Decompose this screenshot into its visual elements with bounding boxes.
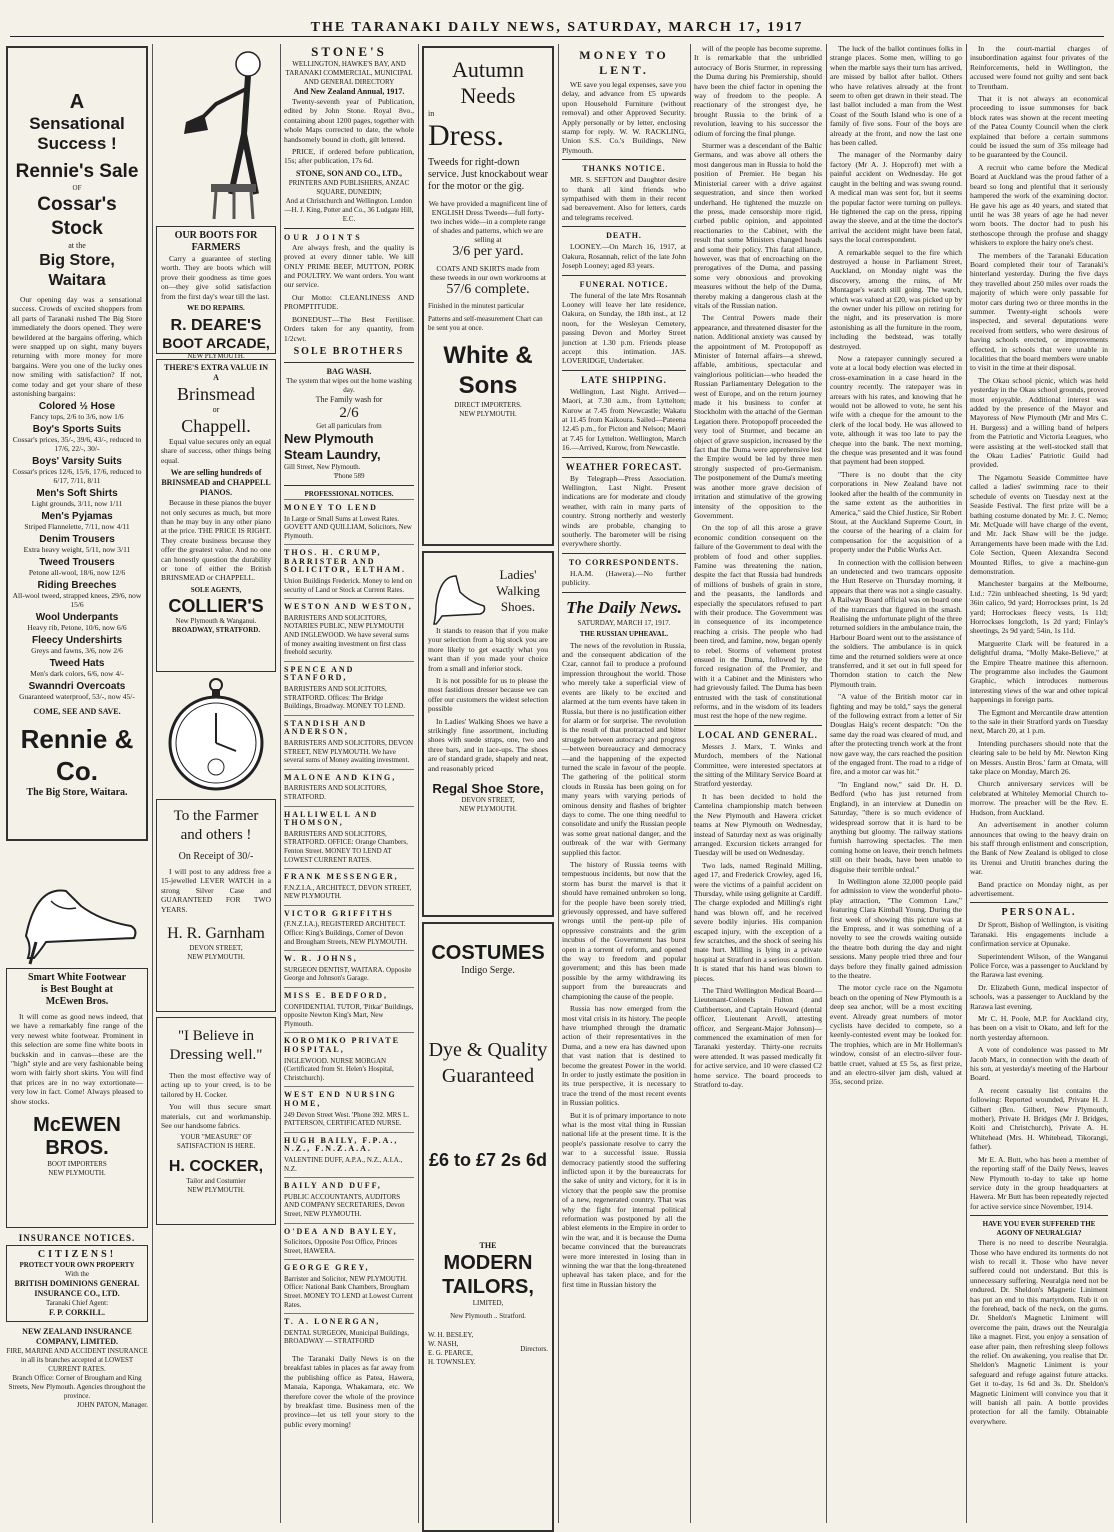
mcewen-logo: McEWEN BROS. <box>33 1114 121 1160</box>
rennie-footer: The Big Store, Waitara. <box>26 787 128 799</box>
rennie-item-desc: Light grounds, 3/11, now 1/11 <box>31 499 123 509</box>
colliers-selling: We are selling hundreds of BRINSMEAD and CHAPPELL PIANOS. <box>161 468 271 498</box>
professional-entry <box>284 1177 414 1222</box>
insurance-company: BRITISH DOMINIONS GENERAL INSURANCE CO., LTD. <box>14 1279 140 1298</box>
col7-c: A remarkable sequel to the fire which destroyed a house in Parliament Street, Auckland, on Monday night was the discovery, among the ruins, of Mr Montague's watch still going. The watch, which was valued at £20, was picked up by the owner under his pillow on retiring for the night, and its preservation is more astonishing as all the furniture in the room, including the bedstead, was totally destroyed. <box>830 247 962 351</box>
modern-directors-list <box>428 1331 520 1367</box>
rennie-item-name: Tweed Trousers <box>39 557 115 569</box>
ladies-shoe-icon <box>6 846 146 966</box>
col8-c: A recruit who came before the Medical Board at Auckland was the proud father of a beard so long and plentiful that it seriously hampered the work of the examining doctor. He gave his age as 40 years, and stated that until he was 38 years of age he had never worn boots. The doctor had to push his stethoscope through the profuse and shaggy whiskers to explore the hairy one's chest. <box>970 162 1108 248</box>
col8-j: Intending purchasers should note that the clearing sale to be held by Mr. Newton King on Messrs. Austin Bros.' farm at Omata, will take place on Monday, March 26. <box>970 738 1108 777</box>
insurance-citizens: CITIZENS! <box>37 1249 117 1260</box>
modern-name: MODERN TAILORS, <box>442 1252 534 1298</box>
professional-entry-name: WESTON AND WESTON, <box>284 602 413 612</box>
professional-entry-text: CONFIDENTIAL TUTOR, 'Pitkar' Buildings, opposite Newton King's Mart, New Plymouth. <box>284 1002 414 1028</box>
professional-entry-text: INGLEWOOD. NURSE MORGAN (Certificated from St. Helen's Hospital, Christchurch). <box>284 1056 394 1082</box>
professional-entry <box>284 1313 414 1350</box>
col7-b: The manager of the Normanby dairy factory (Mr A. J. Hopcroft) met with a painful accident on Wednesday. He got caught in the belting and was swung round. A medical man was sent for, but it seems the popular factor were turning on pulleys. He tightened the cap on the press, ripping away the sleeve, and at the time the doctor's arrival the accident might have been fatal, says the local correspondent. <box>830 150 962 245</box>
modern-price: £6 to £7 2s 6d <box>428 1150 548 1170</box>
column-rule <box>966 44 967 1523</box>
modern-directors-label: Directors. <box>520 1344 548 1353</box>
professional-entry-text: DENTAL SURGEON, Municipal Buildings, BROADWAY — STRATFORD <box>284 1328 409 1346</box>
professional-entry-text: BARRISTERS AND SOLICITORS, DEVON STREET, NEW PLYMOUTH. We have several sums of Money awaiting investment. <box>284 738 413 765</box>
column-rule <box>826 44 827 1523</box>
masthead-title: THE TARANAKI DAILY NEWS, SATURDAY, MARCH 17, 1917 <box>310 20 804 35</box>
colliers-or: or <box>212 405 220 414</box>
laundry-advert <box>284 367 414 481</box>
column-5 <box>562 44 686 1523</box>
deare-logo2: BOOT ARCADE, <box>162 335 270 352</box>
professional-entry-text: Union Buildings Frederick. Money to lend on security of Land or Stock at Current Rates. <box>284 577 413 594</box>
mcewen-body: It will come as good news indeed, that we have a remarkably fine range of the very newest white footwear. Prominent in this selection are some fine white boots in buckskin and in canvas—these are the "high" style and are very fashionable being worn with fairly short skirts. You will find that prices are in no way extortionate—very low in fact. Come! Always pleased to show stocks. <box>11 1012 143 1106</box>
personal-head: PERSONAL. <box>1001 907 1077 919</box>
white-imp: DIRECT IMPORTERS. <box>454 401 522 409</box>
col6-c: The Central Powers made their appearance, and threatened disaster for the nation. Additional anxiety was caused by the appointment of M. Protopopoff as Minister of Internal affairs—a shrewd, affable, ambitious, spectacular and vainglorious politician—who headed the Russian Parliamentary Delegation to the west of Europe, and on the return journey made it his business to confer at Stockholm with the attaché of the German Legation there. Protopopoff proceeded the very tool of Sturmer, and became an object of grave suspicion, increased by the fact that the Duma were apprehensive lest the Empire would be led by three men strongly suspected of pro-Germanism. The postponement of the Duma's meeting was another more grave decision of irritation and stimulative of the growing intensity of the opposition to the Government. <box>694 313 822 520</box>
laundry-body: The system that wipes out the home washing day. <box>286 376 412 394</box>
colliers-body1: Equal value secures only an equal share of success, other things being equal. <box>161 437 271 465</box>
colliers-agents: SOLE AGENTS, <box>190 585 242 594</box>
rennie-item-name: Tweed Hats <box>49 658 105 670</box>
col8-a: In the court-martial charges of insubordination against four privates of the Reinforcements, held in Wellington, the accused were found not guilty and sent back to Trentham. <box>970 44 1108 91</box>
white-price2: 57/6 complete. <box>446 282 530 297</box>
professional-entry-text: BARRISTERS AND SOLICITORS, STRATFORD. <box>284 784 387 801</box>
personal-b: Superintendent Wilson, of the Wanganui Police Force, was a passenger to Auckland by the Rarawa last evening. <box>970 951 1108 980</box>
rennie-item-desc: Cossar's prices 12/6, 15/6, 17/6, reduced to 6/17, 7/11, 8/11 <box>12 467 142 486</box>
rennie-items <box>12 401 142 701</box>
rennie-item-name: Men's Soft Shirts <box>36 488 118 500</box>
col8-m: Band practice on Monday night, as per advertisement. <box>970 879 1108 898</box>
deare-logo1: R. DEARE'S <box>170 317 262 335</box>
laundry-phone: 'Phone 589 <box>333 471 365 480</box>
walking-shoe-icon <box>428 556 488 626</box>
cocker-body1: Then the most effective way of acting up to your creed, is to be tailored by H. Cocker. <box>161 1071 271 1099</box>
professional-entry-name: GEORGE GREY, <box>284 1263 370 1273</box>
insurance-protect: PROTECT YOUR OWN PROPERTY <box>19 1261 135 1269</box>
professional-entry-name: STANDISH AND ANDERSON, <box>284 718 368 737</box>
rennie-item-name: Swanndri Overcoats <box>28 681 126 693</box>
col7-j: The motor cycle race on the Ngamotu beach on the opening of New Plymouth is a deep sea anchor, will be a most exciting event. Already great numbers of motor cyclists have decided to compete, so a keenly-contested event may be looked for. The trophies, which are in Mr Hollerman's window, consist of an electro-silver four-battle cruet, valued at £5 5s, as first prize, and an electro-silver jam dish, valued at 35s, second prize. <box>830 983 962 1087</box>
mcewen-foot1: BOOT IMPORTERS <box>47 1160 107 1169</box>
stones-firm: STONE, SON AND CO., LTD., <box>295 168 403 178</box>
mcewen-head3: McEwen Bros. <box>45 996 109 1007</box>
daily-news-notice: The Taranaki Daily News is on the breakfast tables in places as far away from the publishing office as Patea, Hawera, Manaia, Kaponga, Whakamara, etc. We therefore cover the whole of the province by breakfast time. Business men of the province—let us tell your story to the public every morning! <box>284 1354 414 1429</box>
col8-d: The members of the Taranaki Education Board completed their tour of Taranaki's hinterland yesterday. During the five days they travelled about 250 miles over roads the majority of which were only passable for motor cars during two or three months in the summer. Twenty-eight schools were inspected, and several deputations were received from settlers, who were desirous of having schools erected, or improvements effected, in schools that were unable in localities that the board members were unable to visit in the time at their disposal. <box>970 250 1108 373</box>
funeral-body: The funeral of the late Mrs Rosannah Looney will leave her late residence, Oakura, on Sunday, the 18th inst., at 12 noon, for the Wesleyan Cemetery, passing Devon and Morley Street junction at 1.30 p.m. Friends please accept this intimation. JAS. LOVERIDGE, Undertaker. <box>562 290 686 366</box>
local-head: LOCAL AND GENERAL. <box>698 729 818 740</box>
rennie-item-desc: Greys and fawns, 3/6, now 2/6 <box>31 646 123 656</box>
white-dress: Dress. <box>428 119 504 152</box>
weather-head: WEATHER FORECAST. <box>565 461 683 472</box>
garnham-town: NEW PLYMOUTH. <box>187 953 245 962</box>
regal-name: Regal Shoe Store, <box>432 781 544 797</box>
professional-entry-text: SURGEON DENTIST, WAITARA. Opposite George and Johnson's Garage. <box>284 965 412 983</box>
garnham-name: H. R. Garnham <box>167 925 265 943</box>
laundry-family: The Family wash for <box>315 394 383 404</box>
col7-a: The luck of the ballot continues folks in strange places. Some men, willing to go when the marble says their turn has arrived, are missed by ballot after ballot. Others who have relatives already at the front seem to often get drawn in their stead. The last ballot included a man from the West Coast of the South Island who is one of a family of five sons. Four of the boys are already at the front, and now the last one has been called. <box>830 44 962 148</box>
insurance-agent: F. P. CORKILL. <box>48 1308 106 1317</box>
garnham-street: DEVON STREET, <box>189 944 243 953</box>
column-3 <box>284 44 414 1523</box>
col8-e: The Okau school picnic, which was held yesterday in the Okau school grounds, proved most enjoyable. Additional interest was added by the presence of the Mayor and Mayoress of New Plymouth (Mr and Mrs C. H. Burgess) and a willing band of helpers from the Patriotic and Victoria Leagues, who were assisting at the well-stocked stall that the Okau Ladies' Patriotic Guild had provided. <box>970 375 1108 470</box>
cocker-name: H. COCKER, <box>168 1158 264 1176</box>
regal-town: NEW PLYMOUTH. <box>459 805 517 814</box>
col8-l: An advertisement in another column announces that owing to the heavy drain on his staff through enlistment and conscription, the Bank of New Zealand is obliged to close its Urenui and Urutiti branches during the war. <box>970 820 1108 877</box>
funeral-head: FUNERAL NOTICE. <box>579 279 669 289</box>
deare-town: NEW PLYMOUTH. <box>187 352 245 361</box>
regal-body3: In Ladies' Walking Shoes we have a strikingly fine assortment, including shoes with suede straps, one, two and three bars, and in lace-ups. The shoes are of standard grade, shapely and neat, and reasonably priced <box>428 716 548 773</box>
regal-body1: It stands to reason that if you make your selection from a big stock you are more likely to get exactly what you want than if you made your choice from a small and inferior stock. <box>428 626 548 673</box>
death-body: LOONEY.—On March 16, 1917, at Oakura, Rosannah, relict of the late John Joseph Looney; aged 83 years. <box>562 242 686 271</box>
professional-entry <box>284 769 414 806</box>
local-b: It has been decided to hold the Cantelina championship match between the New Plymouth and Hawera cricket teams at New Plymouth on Wednesday, instead of Saturday next as was originally arranged. Excursion tickets arranged for Tuesday will be used on Wednesday. <box>694 791 822 858</box>
regal-shoe-advert <box>422 551 554 917</box>
rennie-item-desc: Extra heavy weight, 5/11, now 3/11 <box>23 545 131 555</box>
colliers-logo: COLLIER'S <box>168 595 264 616</box>
stones-price: PRICE, if ordered before publication, 15s; after publication, 17s 6d. <box>284 147 414 166</box>
rennie-sale: Rennie's Sale <box>15 161 139 182</box>
colliers-chappell: Chappell. <box>181 416 251 436</box>
rennie-item-name: Boys' Varsity Suits <box>32 456 122 468</box>
leader-d: But it is of primary importance to note what is the most vital thing in Russian national life at the present time. It is the people's passionate resolve to carry the war to a successful issue. Russia democracy patiently stood the suffering inflicted upon it by the bureaucrats for the sake of unity and victory, for it is in victory that the people saw the promise of a new, regenerated country. That was why the fight for internal political reformation was postponed by all the ablest elements in the Empire in order to win the war, and it is because the Duma became convinced that the bureaucrats were more interested in losing than in winning the war that the long-threatened upheaval has taken place, and for the first time in Russian history the <box>562 1110 686 1289</box>
professional-entry-text: BARRISTERS AND SOLICITORS, NOTARIES PUBLIC, NEW PLYMOUTH AND INGLEWOOD. We have several sums of money awaiting investment on first class freehold security. <box>284 613 409 657</box>
rennie-item-name: Denim Trousers <box>39 534 115 546</box>
rennie-item-name: Fleecy Undershirts <box>31 635 123 647</box>
director-name: W. NASH, <box>428 1340 459 1348</box>
professional-entry-name: VICTOR GRIFFITHS <box>284 908 394 918</box>
professional-entry-name: HALLIWELL AND THOMSON, <box>284 809 379 828</box>
rennie-item-desc: Heavy rib, Petone, 10/6, now 6/6 <box>27 623 127 633</box>
director-name: H. TOWNSLEY. <box>428 1358 476 1366</box>
local-c: Two lads, named Reginald Milling, aged 17, and Frederick Crowley, aged 16, were the victims of a painful accident on Thursday, while using gelignite at Cardiff. The charge exploded and Milling's right hand was blown off, and he received severe bodily injuries. His companion escaped injury, with the exception of a few scratches, and the shock of seeing his mate hurt. Milling is lying in a private hospital at Stratford in a serious condition. It is stated that his hand was blown to pieces. <box>694 860 822 983</box>
professional-list <box>284 499 414 1350</box>
rennie-item-desc: Men's dark colors, 6/6, now 4/- <box>30 669 124 679</box>
col8-f: The Ngamotu Seaside Committee have called a ladies' swimming race to their schedule of events on Tuesday next at the Seaside Festival. The first prize will be a bathing costume donated by Mr. J. C. Nemo; Mr. McQuade will have charge of the event, and Mr. Jack Shaw will be the judge. Arrangements have been made with the Ltd. Cole Section, Queen Alexandra Second Mounted Rifles, to give a machine-gun demonstration. <box>970 472 1108 576</box>
modern-the: THE <box>479 1241 497 1250</box>
white-body3: COATS AND SKIRTS made from these tweeds in our own workrooms at <box>430 264 546 282</box>
stones-directory <box>284 44 414 224</box>
mcewen-advert <box>6 968 148 1228</box>
col7-e: "There is no doubt that the city corporations in New Zealand have not looked after the health of the community in the same extent as the authorities in America," said the Chief Justice, Sir Robert Stout, at the Auckland Supreme Court, in the course of the hearing of a claim for compensation for the acquisition of a property under the Public Works Act. <box>830 469 962 555</box>
nz-branch: Branch Office: Corner of Brougham and King Streets, New Plymouth. Agencies throughout the province. <box>8 1374 146 1400</box>
nz-insurance: NEW ZEALAND INSURANCE COMPANY, LIMITED. <box>22 1327 132 1346</box>
professional-title: PROFESSIONAL NOTICES. <box>304 489 394 498</box>
professional-entry <box>284 1223 414 1260</box>
professional-entry <box>284 868 414 905</box>
rennie-item-desc: Cossar's prices, 35/-, 39/6, 43/-, reduced to 17/6, 22/-, 30/- <box>12 435 142 454</box>
colliers-advert <box>156 359 276 672</box>
col8-k: Church anniversary services will be celebrated at Whiteley Memorial Church to-morrow. The preacher will be the Rev. E. Hudson, from Auckland. <box>970 779 1108 817</box>
professional-entry-text: PUBLIC ACCOUNTANTS, AUDITORS AND COMPANY SECRETARIES, Devon Street, NEW PLYMOUTH. <box>284 1192 405 1218</box>
thanks-head: THANKS NOTICE. <box>582 164 666 174</box>
death-head: DEATH. <box>606 231 642 241</box>
rennie-of: OF <box>72 184 82 192</box>
neuralgia-head: HAVE YOU EVER SUFFERED THE AGONY OF NEURALGIA? <box>982 1220 1096 1238</box>
col8-g: Manchester bargains at the Melbourne, Ltd.: 72in unbleached sheeting, 1s 9d yard; 36in calico, 9d yard; Horrockses print, 1s 2d yard; Horrockses fleecy vests, 1s 11d; Horrockses longcloth, 1s 2d yard; Finlay's sheetings, 2s 9d yard; 54in, 1s 11d. <box>970 579 1108 636</box>
money-body: WE save you legal expenses, save you delay, and advance from £5 upwards upon Household Furniture (without removal) and other Approved Security. Apply personally or by letter, enclosing stamp for reply. W. W. RACKLING, Union S.S. Co.'s Buildings, New Plymouth. <box>562 80 686 155</box>
local-d: The Third Wellington Medical Board—Lieutenant-Colonels Fulton and Cuthbertson, and Captain Howard (dental officer, Lieutenant Arvell, attesting officer, and Sergeant-Major Johnson)—commenced the examination of men for Taranaki yesterday. Thirty-one recruits were attended. It was passed medically fit for active service, and 10 were classed C2 home service. The board proceeds to Stratford to-day. <box>694 986 822 1090</box>
professional-entry-text: 249 Devon Street West. 'Phone 392. MRS L. PATTERSON, CERTIFICATED NURSE. <box>284 1110 410 1128</box>
modern-tailors-advert <box>422 922 554 1532</box>
professional-entry-text: F.N.Z.I.A., ARCHITECT, DEVON STREET, NEW PLYMOUTH. <box>284 883 412 901</box>
professional-entry-name: W. R. JOHNS, <box>284 954 358 964</box>
colliers-brinsmead: Brinsmead <box>177 384 255 404</box>
sole-brothers-advert <box>284 233 414 358</box>
laundry-particulars: Get all particulars from <box>316 421 382 430</box>
col6-b: Sturmer was a descendant of the Baltic Germans, and was above all others the most dangerous man in Russia to hold the position of Premier. He began his Ministerial career with a drive against sequestration, and since then worked underhand. He tightened the muzzle on the press, made censorship more rigid, curbed public opinion, and appointed reactionaries to the Cabinet, with the result that some Ministers changed heads and some their policy. This fatal alliance, however, was that of encroaching on the prerogatives of the Duma, and passing some very obnoxious and provoking measures without the help of the Duma, thereby making a dangerous clash at the vitals of the Russian nation. <box>694 141 822 310</box>
col8-i: The Egmont and Mercantile draw attention to the sale in their Stratford yards on Tuesday next, March 20, at 1 p.m. <box>970 707 1108 736</box>
director-name: E. G. PEARCE, <box>428 1349 473 1357</box>
rennie-logo: Rennie & Co. <box>20 724 134 787</box>
cocker-trade: Tailor and Costumier <box>186 1177 246 1186</box>
cocker-head: "I Believe in Dressing well." <box>169 1028 263 1063</box>
colliers-addr: BROADWAY, STRATFORD. <box>171 625 261 634</box>
stones-firm3: And at Christchurch and Wellington. London—H. J. King, Potter and Co., 36 Ludgate Hill, E.C. <box>284 196 414 223</box>
shipping-body: Wellington, Last Night. Arrived—Maori, at 7.30 a.m., from Lyttelton; Kurow at 7.45 from Newcastle; Wakatu at 11.45 from Kaikoura. Sailed—Pateena 12.45 p.m., for Picton and Nelson; Maori at 7.45 for Lyttelton. Wellington, March 16.—Arrived, Kurow, from Newcastle. <box>562 386 686 453</box>
cocker-measure: YOUR "MEASURE" OF SATISFACTION IS HERE. <box>176 1133 256 1151</box>
professional-entry-text: In Large or Small Sums at Lowest Rates. GOVETT AND QUILLIAM, Solicitors, New Plymouth. <box>284 514 412 540</box>
stones-title: STONE'S <box>311 44 387 59</box>
column-rule <box>690 44 691 1523</box>
professional-entry-name: FRANK MESSENGER, <box>284 872 399 882</box>
professional-entry <box>284 1259 414 1313</box>
personal-f: A recent casualty list contains the following: Reported wounded, Private H. J. Gilbert (Bro. Gilbert, New Plymouth, mother), Private H. Bridges (Mr J. Bridges, Koiti and Christchurch), Private A. H. Whitehead (Mrs. H. Whitehead, Tikorangi, father). <box>970 1085 1108 1152</box>
professional-entry-text: BARRISTERS AND SOLICITORS, STRATFORD. OFFICE: Orange Chambers, Fenton Street. MONEY TO LEND AT LOWEST CURRENT RATES. <box>284 829 408 864</box>
professional-entry-text: Barrister and Solicitor, NEW PLYMOUTH. Office: National Bank Chambers, Brougham Street. MONEY TO LEND at Lowest Current Rates. <box>284 1274 413 1309</box>
professional-entry-text: VALENTINE DUFF, A.P.A., N.Z., A.I.A., N.Z. <box>284 1155 403 1173</box>
col7-f: In connection with the collision between an undetected and two tramcars opposite the Hutt Reserve on Thursday morning, it appears that there was not a single casualty. A Railway Board official was on board one of the tramcars that figured in the smash. Realising the unfortunate plight of the three returned soldiers in the ambulance train, the Harbour Board went out to the assistance of the soldiers. The ambulance is in quick time and the returned soldiers were at once transferred, and it set out in full speed for Thorndon station to catch the New Plymouth train. <box>830 557 962 689</box>
professional-entry <box>284 987 414 1032</box>
professional-entry-name: MALONE AND KING, <box>284 772 397 782</box>
laundry-price: 2/6 <box>339 404 359 421</box>
director-name: W. H. BESLEY, <box>428 1331 474 1339</box>
neuralgia-body: There is no need to describe Neuralgia. Those who have endured its torments do not wish to recall it. Those who have never suffered could not understand. But this is unnecessary suffering. Neuralgia need not be endured. Dr. Sheldon's Magnetic Liniment has put an end to this martyrdom. Rub it on the forehead, back of the neck, on the gums. Dr. Sheldon's Magnetic Liniment will overcome the pain, draws out the Neuralgia like a magnet. First, you enjoy a sensation of ease after pain, then refreshing sleep follows the relief. On awakening, you realise that Dr. Sheldon's Magnetic Liniment is your safeguard and refuge against future attacks. Get it to-day, 1s 6d and 3s. Dr. Sheldon's Magnetic Liniment will convince you that it will banish all pain. A bottle provides protection for all the family. Obtainable everywhere. <box>970 1238 1108 1426</box>
leader-date: SATURDAY, MARCH 17, 1917. <box>577 618 671 627</box>
man-with-boot-icon <box>156 44 276 224</box>
local-a: Messrs J. Marx, T. Winks and Murdoch, members of the National Committee, were interested spectators at the sitting of the Military Service Board at Stratford yesterday. <box>694 741 822 789</box>
rennie-success: Success ! <box>37 134 117 153</box>
stones-sub: WELLINGTON, HAWKE'S BAY, AND TARANAKI COMMERCIAL, MUNICIPAL AND GENERAL DIRECTORY <box>285 60 413 86</box>
thanks-body: MR. S. SEFTON and Daughter desire to thank all kind friends who sympathised with them in their recent sad bereavement. Also for letters, cards and telegrams received. <box>562 175 686 222</box>
professional-entry-name: BAILY AND DUFF, <box>284 1181 382 1191</box>
sole-bonedust: BONEDUST—The Best Fertiliser. Orders taken for any quantity, from 1/2cwt. <box>284 314 414 343</box>
column-1 <box>6 44 148 1523</box>
sole-joints: OUR JOINTS <box>284 232 363 242</box>
professional-entry <box>284 598 414 661</box>
column-7 <box>830 44 962 1523</box>
column-6 <box>694 44 822 1523</box>
insurance-title: INSURANCE NOTICES. <box>18 1233 136 1243</box>
professional-entry-text: (F.N.Z.I.A.), REGISTERED ARCHITECT. Office: King's Buildings, Corner of Devon and Brougham Streets, NEW PLYMOUTH. <box>284 920 408 946</box>
column-rule <box>280 44 281 1523</box>
leader-a: The news of the revolution in Russia, and the consequent abdication of the Czar, cannot fail to produce a profound impression throughout the world. Those who merely take a superficial view of events are likely to be excited and alarmed at the turn events have taken in Russia, but there is no justification either for alarm or for surprise. The revolution is the result of that protracted and bitter struggle between autocracy and progress—between bureaucracy and democracy—and the happening of the expected turned the scale in favour of the people. The gathering of the political storm clouds in Russia has been going on for many years with varying periods of ominous density and flashes of brighter days to come. The one thing needful to consolidate and unify the Russian people was some great national danger, and the outbreak of the war with Germany supplied this factor. <box>562 640 686 857</box>
colliers-towns: New Plymouth & Wanganui. <box>175 616 257 625</box>
nz-manager: JOHN PATON, Manager. <box>76 1401 148 1409</box>
shoe-illustration <box>6 846 148 966</box>
col7-i: In Wellington alone 32,000 people paid for admission to view the wonderful photo-play attraction, "The Common Law," featuring Clara Kimball Young. During the first week of showing this picture was at the Empress, and it was something of a novelty to see the crowds waiting outside the theatre both during the day and night sessions. Many people tried three and four days before they finally gained admission to the theatre. <box>830 876 962 980</box>
professional-entry-name: WEST END NURSING HOME, <box>284 1090 397 1108</box>
professional-entry-name: O'DEA AND BAYLEY, <box>284 1226 398 1236</box>
cocker-body2: You will thus secure smart materials, cut and workmanship. See our handsome fabrics. <box>161 1102 271 1131</box>
stones-firm2: PRINTERS AND PUBLISHERS, ANZAC SQUARE, DUNEDIN; <box>288 178 410 196</box>
rennie-item-name: Boy's Sports Suits <box>32 424 122 436</box>
professional-entry-name: THOS. H. CRUMP, BARRISTER AND SOLICITOR, ELTHAM. <box>284 548 407 575</box>
insurance-with: With the <box>64 1270 90 1278</box>
corr-body: H.A.M. (Hawera).—No further publicity. <box>562 568 686 588</box>
rennie-bigstore: Big Store, Waitara <box>39 252 115 289</box>
laundry-name1: New Plymouth <box>284 430 374 446</box>
professional-entry <box>284 544 414 598</box>
rennie-a: A <box>69 91 85 113</box>
laundry-addr: Gill Street, New Plymouth. <box>284 462 361 471</box>
garnham-advert <box>156 799 276 1012</box>
insurance-agent-label: Taranaki Chief Agent: <box>45 1299 109 1307</box>
colliers-body2: Because in these pianos the buyer not only secures as much, but more than he may buy in any other piano at the price. THE PRICE IS RIGHT. They create business because they offer the greatest value. And no one can honestly question the durability or tone of either the British BRINSMEAD or CHAPPELL. <box>161 498 271 583</box>
rennie-item-desc: All-wool tweed, strapped knees, 29/6, now 15/6 <box>12 591 142 610</box>
british-dominions-advert <box>6 1245 148 1322</box>
col7-g: "A value of the British motor car in fighting and may be told," says the general of the following extract from a letter of Sir Douglas Haig's recent despatch: "On the same day the road was cleared of mud, and after the protecting trench work at the front now gave way, the cars reached the position of the engaged front. The road to a ridge of fire, and a motor car was hit." <box>830 692 962 777</box>
professional-entry <box>284 806 414 869</box>
column-rule <box>152 44 153 1523</box>
rennie-come: COME, SEE AND SAVE. <box>33 707 121 717</box>
white-town: NEW PLYMOUTH. <box>459 410 517 418</box>
professional-entry <box>284 1086 414 1131</box>
sole-motto: Our Motto: CLEANLINESS AND PROMPTITUDE. <box>284 292 414 312</box>
rennie-intro: Our opening day was a sensational success. Crowds of excited shoppers from all parts of Taranaki rushed The Big Store immediately the doors opened. They were bewildered at the bargains offering, which were snapped up on sight, many buyers returning with more money for more bargains. Were you one of the lucky ones now smiling with satisfaction? If not, come today and get your share of these astonishing bargains: <box>12 295 142 399</box>
masthead <box>10 14 1104 37</box>
rennie-at: at the <box>68 241 86 250</box>
shipping-head: LATE SHIPPING. <box>581 374 667 385</box>
deare-boots: OUR BOOTS FOR FARMERS <box>174 230 258 253</box>
regal-street: DEVON STREET, <box>461 796 515 805</box>
rennie-item-desc: Guaranteed waterproof, 53/-, now 45/- <box>19 692 135 702</box>
col6-d: On the top of all this arose a grave economic condition consequent on the failure of the Government to deal with the problem of food and other supplies. Famine was threatening the nation, despite the fact that Russia had hundreds of millions of bushels of grain in store, and the peasants, the landlords and especially the speculators refused to part with their produce. The Government was in consequence of its incompetence reaching a crisis. The people who had been tired, and famine, now, began openly to rebel. Storms of vehement protest ensued in the Duma, followed by the forced resignation of the Premier, and with it a Cabinet and the Ministers who had grievously failed. The Duma has been entrusted with the task of constitutional reforms, and in the wisdom of its leaders must rest the hope of the new regime. <box>694 523 822 721</box>
column-8 <box>970 44 1108 1523</box>
mcewen-head1: Smart White Footwear <box>27 972 127 983</box>
leader-b: The history of Russia teems with tempestuous incidents, but now that the storm has burst the marvel is that it should have remained unbroken so long, for the people have been sorely tried, grievously oppressed, and have suffered wrongs until the pent-up pile of oppressive constraints and the grim incubus of the Government has burst open in a torrent of reform, and opened the way to freedom and popular government; and this has been made possible by the army withdrawing its support from the bureaucrats and championing the cause of the people. <box>562 860 686 1001</box>
white-logo: White & Sons <box>443 342 533 399</box>
leader-c: Russia has now emerged from the most vital crisis in its history. The people have triumphed through the dramatic action of their representatives in the Duma, and a new era has dawned upon that vast nation that is destined to become the greatest Power in the world. In order to justly estimate the position in its true perspective, it is necessary to trace the trend of the most recent events in Russian politics. <box>562 1004 686 1108</box>
insurance-notices <box>6 1233 148 1410</box>
rennie-sensational: Sensational <box>29 114 125 133</box>
rennie-cossar: Cossar's Stock <box>37 194 117 239</box>
col8-h: Marguerite Clark will be featured in a delightful drama, "Molly Make-Believe," at the Empire Theatre matinee this afternoon. The programme also includes the Gaumont Graphic, which introduces numerous interesting views of the war and other topical happenings in foreign parts. <box>970 638 1108 705</box>
white-body4: Finished in the minutest particular <box>428 302 525 310</box>
garnham-body: I will post to any address free a 15-jewelled LEVER WATCH in a strong Silver Case and GUARANTEED FOR TWO YEARS. <box>161 867 271 914</box>
professional-entry <box>284 950 414 987</box>
garnham-head: To the Farmer and others ! <box>173 808 259 843</box>
modern-serge: Indigo Serge. <box>461 965 515 976</box>
rennie-item-desc: Petone all-wool, 18/6, now 12/6 <box>28 568 126 578</box>
white-body2: We have provided a magnificent line of ENGLISH Dress Tweeds—full forty-two inches wide—in a complete range of shades and patterns, which we are selling at <box>428 199 548 244</box>
professional-entry-name: MONEY TO LEND <box>284 502 378 512</box>
professional-entry <box>284 661 414 715</box>
stones-body: Twenty-seventh year of Publication, edited by John Stone. Royal 8vo., containing about 1200 pages, together with whole Maps corrected to date, the whole handsomely bound in cloth, gilt lettered. <box>284 97 414 144</box>
personal-d: Mr C. H. Poole, M.P. for Auckland city, has been on a visit to Okato, and left for the north yesterday afternoon. <box>970 1014 1108 1042</box>
white-body1: Tweeds for right-down service. Just knockabout wear for the motor or the gig. <box>428 157 548 192</box>
sole-name: SOLE BROTHERS <box>293 345 405 357</box>
professional-entry <box>284 499 414 544</box>
weather-body: By Telegraph—Press Association. Wellington, Last Night. Present indications are for moderate and cloudy weather, with rain in many parts of country. Strong northerly and westerly winds are probable, changing to southerly. The barometer will be rising everywhere shortly. <box>562 473 686 549</box>
deare-advert <box>156 226 276 361</box>
personal-a: Dr Sprott, Bishop of Wellington, is visiting Taranaki. His engagements include a confirmation service at Opunake. <box>970 920 1108 949</box>
upheaval-head: THE RUSSIAN UPHEAVAL. <box>579 629 669 638</box>
stones-annual: And New Zealand Annual, 1917. <box>293 87 405 96</box>
white-body5: Patterns and self-measurement Chart can be sent you at once. <box>428 315 543 332</box>
professional-entry-name: MISS E. BEDFORD, <box>284 991 389 1001</box>
column-4 <box>422 44 554 1523</box>
white-autumn: Autumn Needs <box>451 57 525 108</box>
cocker-advert <box>156 1017 276 1225</box>
money-head: MONEY TO LENT. <box>579 48 669 77</box>
personal-g: Mr E. A. Butt, who has been a member of the reporting staff of the Daily News, leaves New Plymouth to-day to take up home service duty in the group headquarters at Hawera. Mr Butt has been repeatedly rejected for active service since November, 1914. <box>970 1154 1108 1211</box>
personal-c: Dr. Elizabeth Gunn, medical inspector of schools, was a passenger to Auckland by the Rarawa last evening. <box>970 982 1108 1011</box>
column-rule <box>418 44 419 1523</box>
rennie-item-desc: Fancy tops, 2/6 to 3/6, now 1/6 <box>30 412 124 422</box>
regal-ladies: Ladies' Walking Shoes. <box>496 567 540 614</box>
garnham-receipt: On Receipt of 30/- <box>178 851 254 862</box>
col7-h: "In England now," said Dr. H. D. Bedford (who has just returned from England), in an interview at Dunedin on Saturday, "there is so much evidence of widespread sorrow that it is hard to be anything but gloomy. The railway stations furnish harrowing spectacles. The men coming home on leave, their trench helmets still on their heads, have been unable to disguise their terrible ordeal." <box>830 779 962 874</box>
white-sons-advert <box>422 46 554 546</box>
rennie-advert <box>6 46 148 841</box>
watch-illustration <box>156 677 276 797</box>
col6-a: will of the people has become supreme. It is remarkable that the unbridled autocracy of Boris Sturmer, in repressing the Duma during his Premiership, should have been the chief factor in opening the way of freedom to the people. A reactionary of the strongest dye, he brought Russia to the brink of a revolution, leaving to his successor the odium of forcing the final plunge. <box>694 44 822 138</box>
colliers-extra: THERE'S EXTRA VALUE IN A <box>164 363 268 382</box>
professional-entry <box>284 715 414 769</box>
modern-costumes: COSTUMES <box>431 942 545 964</box>
professional-entry-text: Solicitors, Opposite Post Office, Princes Street, HAWERA. <box>284 1238 398 1255</box>
mcewen-foot2: NEW PLYMOUTH. <box>48 1169 106 1178</box>
deare-body: Carry a guarantee of sterling worth. They are boots which will prove their goodness as time goes on—they give solid satisfaction from the first day's wear till the last. <box>161 254 271 301</box>
professional-entry-name: T. A. LONERGAN, <box>284 1317 381 1327</box>
col7-d: Now a ratepayer cunningly secured a vote at a local body election was elected in cross-examination in a case heard in the country recently. The ratepayer was in arrears with his rates, and knowing that he would not be allowed to vote, he sent his wife with a cheque for the amount to the clerk of the local body. He was allowed to vote, although it was too late to pay the cheque into the bank. The next morning, the cheque was presented and it was found that payment had been stopped. <box>830 354 962 467</box>
rennie-item-name: Colored ½ Hose <box>38 401 116 413</box>
laundry-head: BAG WASH. <box>326 366 372 376</box>
rennie-item-name: Men's Pyjamas <box>41 511 113 523</box>
professional-entry <box>284 1132 414 1177</box>
cocker-town: NEW PLYMOUTH. <box>187 1186 245 1195</box>
col8-b: That it is not always an economical proceeding to issue summonses for back block rates was shown at the recent meeting of the Patea County Council when the clerk explained that before a certain summons could be issued the sum of 35s mileage had to be guaranteed by the Council. <box>970 94 1108 160</box>
personal-e: A vote of condolence was passed to Mr Jacob Marx, in connection with the death of his son, at yesterday's meeting of the Harbour Board. <box>970 1045 1108 1083</box>
column-2 <box>156 44 276 1523</box>
bootmaker-illustration <box>156 44 276 224</box>
professional-entry <box>284 1032 414 1086</box>
professional-entry-name: HUGH BAILY, F.P.A., N.Z., F.N.Z.A.A. <box>284 1135 399 1154</box>
daily-news-title: The Daily News. <box>566 597 682 617</box>
mcewen-head2: is Best Bought at <box>41 984 113 995</box>
rennie-item-name: Wool Underpants <box>35 612 119 624</box>
rennie-item-desc: Striped Flannelette, 7/11, now 4/11 <box>24 522 130 532</box>
deare-repairs: WE DO REPAIRS. <box>187 304 245 313</box>
corr-head: TO CORRESPONDENTS. <box>568 557 680 567</box>
column-rule <box>558 44 559 1523</box>
professional-entry-text: BARRISTERS AND SOLICITORS, STRATFORD. Offices: The Bridge Buildings, Broadway. MONEY TO LEND. <box>284 685 405 711</box>
rennie-item-name: Riding Breeches <box>37 580 117 592</box>
professional-entry-name: KOROMIKO PRIVATE HOSPITAL, <box>284 1036 400 1054</box>
white-in: in <box>428 109 435 118</box>
professional-entry-name: SPENCE AND STANFORD, <box>284 664 355 683</box>
nz-fire: FIRE, MARINE AND ACCIDENT INSURANCE in all its branches accepted at LOWEST CURRENT RATES. <box>6 1347 148 1373</box>
pocket-watch-icon <box>156 677 276 797</box>
professional-entry <box>284 905 414 950</box>
regal-body2: It is not possible for us to please the most fastidious dresser because we can offer our customers the widest selection possible <box>428 676 548 714</box>
modern-towns: New Plymouth .. Stratford. <box>450 1312 526 1320</box>
sole-body: Are always fresh, and the quality is proved at every dinner table. We kill ONLY PRIME BEEF, MUTTON, PORK and POULTRY. We want orders. You want our service. <box>284 242 414 290</box>
modern-dye: Dye & Quality Guaranteed <box>428 1039 548 1087</box>
modern-ltd: LIMITED, <box>472 1299 504 1307</box>
laundry-name2: Steam Laundry, <box>284 446 381 462</box>
white-price1: 3/6 per yard. <box>452 244 524 259</box>
